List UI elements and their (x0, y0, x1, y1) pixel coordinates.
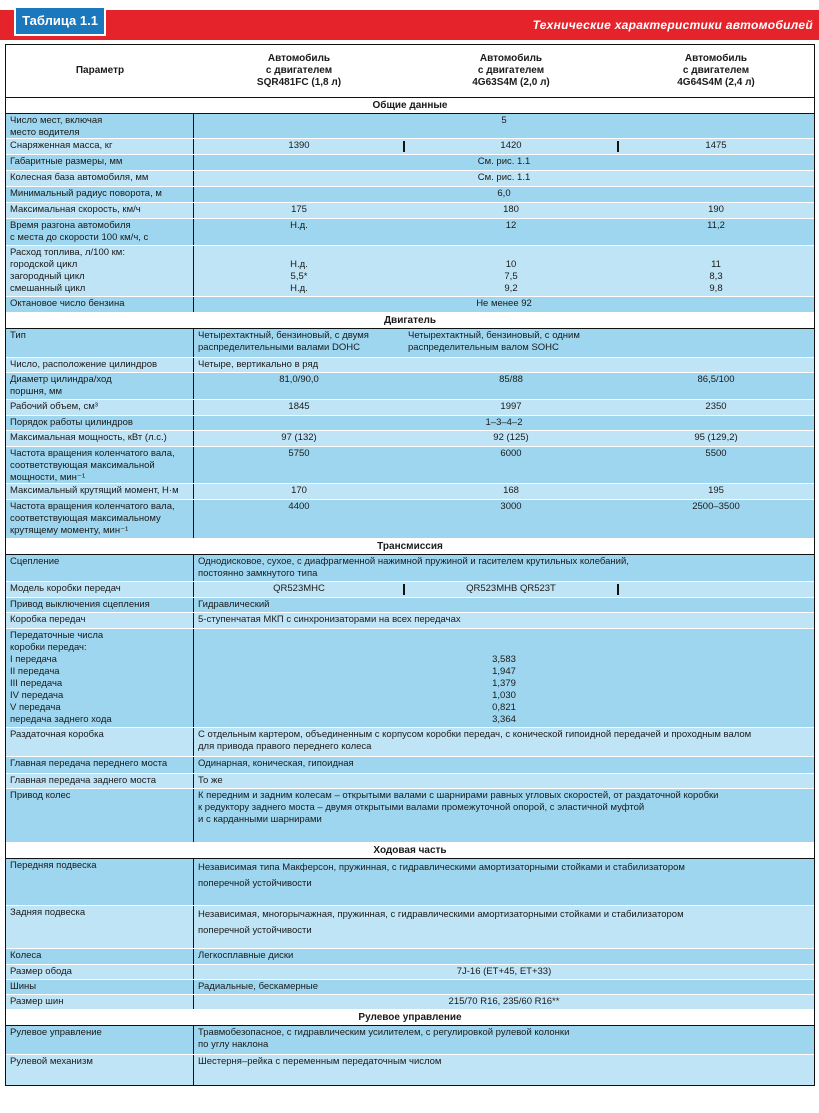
param-type: Тип (6, 329, 194, 357)
table-row (6, 447, 814, 484)
value-fuel-1: Н.д. 5,5* Н.д. (290, 259, 308, 294)
param-ratios: Передаточные числа коробки передач: I передача II передача III передача IV передача V передача передача заднего хода (6, 629, 194, 727)
param-octane: Октановое число бензина (6, 297, 194, 312)
value-mass-2: 1420 (500, 140, 522, 151)
value-bore-3: 86,5/100 (697, 374, 735, 385)
value-accel-3: 11,2 (707, 220, 725, 231)
param-drive: Привод колес (6, 789, 194, 842)
table-row (6, 416, 814, 431)
param-box: Коробка передач (6, 613, 194, 628)
value-transfer: С отдельным картером, объединенным с корпусом коробки передач, с конической гипоидной передачей и проходным валом для привода правого переднего колеса (198, 729, 752, 752)
table-row (6, 1055, 814, 1086)
value-trpm-3: 2500–3500 (692, 501, 740, 512)
header-col1: Автомобиль с двигателем SQR481FC (1,8 л) (256, 53, 342, 88)
value-power-1: 97 (132) (281, 432, 317, 443)
table-row (6, 484, 814, 500)
value-disp-2: 1997 (500, 401, 522, 412)
value-bore-1: 81,0/90,0 (279, 374, 319, 385)
table-row (6, 757, 814, 774)
value-rpm-1: 5750 (288, 448, 310, 459)
param-speed: Максимальная скорость, км/ч (6, 203, 194, 218)
value-dims: См. рис. 1.1 (477, 156, 531, 167)
param-rpm: Частота вращения коленчатого вала, соответствующая максимальной мощности, мин⁻¹ (6, 447, 194, 483)
table-row (6, 980, 814, 995)
value-accel-2: 12 (505, 220, 517, 231)
param-seats: Число мест, включая место водителя (6, 114, 194, 138)
param-tires: Шины (6, 980, 194, 994)
banner-title: Технические характеристики автомобилей (532, 18, 813, 32)
value-mass-1: 1390 (288, 140, 310, 151)
value-release: Гидравлический (198, 599, 270, 610)
value-bore-2: 85/88 (499, 374, 523, 385)
param-rsusp: Задняя подвеска (6, 906, 194, 948)
value-wheels: Легкосплавные диски (198, 950, 294, 961)
table-row (6, 373, 814, 400)
value-front: Одинарная, коническая, гипоидная (198, 758, 354, 769)
value-rpm-3: 5500 (705, 448, 727, 459)
table-row (6, 114, 814, 139)
table-row (6, 728, 814, 757)
value-disp-1: 1845 (288, 401, 310, 412)
value-rpm-2: 6000 (500, 448, 522, 459)
table-row (6, 297, 814, 313)
table-row (6, 246, 814, 297)
param-fuel: Расход топлива, л/100 км: городской цикл загородный цикл смешанный цикл (6, 246, 194, 296)
section-chassis: Ходовая часть (6, 843, 814, 859)
param-wheels: Колеса (6, 949, 194, 964)
param-mech: Рулевой механизм (6, 1055, 194, 1085)
table-row (6, 995, 814, 1010)
param-cyl: Число, расположение цилиндров (6, 358, 194, 372)
title-banner (0, 10, 819, 40)
table-row (6, 171, 814, 187)
header-col2: Автомобиль с двигателем 4G63S4M (2,0 л) (472, 53, 550, 88)
value-cyl: Четыре, вертикально в ряд (198, 359, 319, 370)
value-gbox-2: QR523MHB QR523T (466, 583, 556, 594)
value-disp-3: 2350 (705, 401, 727, 412)
value-torque-1: 170 (291, 485, 307, 496)
value-power-3: 95 (129,2) (694, 432, 738, 443)
value-seats: 5 (501, 115, 507, 126)
value-radius: 6,0 (497, 188, 511, 199)
value-drive: К передним и задним колесам – открытыми валами с шарнирами равных угловых скоростей, от раздаточной коробки к редуктору заднего моста – двумя открытыми валами промежуточной опорой, с эластичной муфтой и с карданными шарнирами (198, 790, 719, 825)
param-rear: Главная передача заднего моста (6, 774, 194, 788)
table-row (6, 774, 814, 789)
param-wheelbase: Колесная база автомобиля, мм (6, 171, 194, 186)
value-box: 5-ступенчатая МКП с синхронизаторами на всех передачах (198, 614, 461, 625)
param-transfer: Раздаточная коробка (6, 728, 194, 756)
table-row (6, 598, 814, 613)
value-torque-2: 168 (503, 485, 519, 496)
table-row (6, 582, 814, 598)
table-header (6, 45, 814, 98)
table-row (6, 219, 814, 246)
value-power-2: 92 (125) (493, 432, 529, 443)
param-radius: Минимальный радиус поворота, м (6, 187, 194, 202)
header-col3: Автомобиль с двигателем 4G64S4M (2,4 л) (677, 53, 755, 88)
value-speed-2: 180 (503, 204, 519, 215)
param-rim: Размер обода (6, 965, 194, 979)
value-steering: Травмобезопасное, с гидравлическим усилителем, с регулировкой рулевой колонки по углу наклона (198, 1027, 570, 1050)
value-octane: Не менее 92 (476, 298, 532, 309)
section-general: Общие данные (6, 98, 814, 114)
value-mass-3: 1475 (705, 140, 727, 151)
param-fsusp: Передняя подвеска (6, 859, 194, 905)
param-front: Главная передача переднего моста (6, 757, 194, 773)
param-steering: Рулевое управление (6, 1026, 194, 1054)
param-mass: Снаряженная масса, кг (6, 139, 194, 154)
param-bore: Диаметр цилиндра/ход поршня, мм (6, 373, 194, 399)
table-row (6, 613, 814, 629)
value-order: 1–3–4–2 (485, 417, 523, 428)
value-trpm-2: 3000 (500, 501, 522, 512)
value-fuel-2: 10 7,5 9,2 (504, 259, 518, 294)
value-speed-1: 175 (291, 204, 307, 215)
value-type-1: Четырехтактный, бензиновый, с двумя распределительными валами DOHC (198, 330, 369, 353)
spec-table (5, 44, 815, 1086)
table-row (6, 358, 814, 373)
table-row (6, 1026, 814, 1055)
table-row (6, 187, 814, 203)
param-gbox: Модель коробки передач (6, 582, 194, 597)
param-tsize: Размер шин (6, 995, 194, 1009)
table-row (6, 965, 814, 980)
section-transmission: Трансмиссия (6, 539, 814, 555)
value-rear: То же (198, 775, 223, 786)
column-separator (617, 584, 619, 595)
value-trpm-1: 4400 (288, 501, 310, 512)
table-row (6, 431, 814, 447)
table-row (6, 400, 814, 416)
param-release: Привод выключения сцепления (6, 598, 194, 612)
value-rsusp: Независимая, многорычажная, пружинная, с гидравлическими амортизаторными стойками и стабилизатором поперечной устойчивости (198, 909, 684, 936)
table-row (6, 329, 814, 358)
param-dims: Габаритные размеры, мм (6, 155, 194, 170)
table-row (6, 203, 814, 219)
table-row (6, 555, 814, 582)
table-badge: Таблица 1.1 (14, 6, 106, 36)
value-rim: 7J-16 (ET+45, ET+33) (456, 966, 552, 977)
table-row (6, 949, 814, 965)
param-torque: Максимальный крутящий момент, Н·м (6, 484, 194, 499)
value-speed-3: 190 (708, 204, 724, 215)
table-row (6, 155, 814, 171)
param-trpm: Частота вращения коленчатого вала, соответствующая максимальному крутящему моменту, мин⁻¹ (6, 500, 194, 538)
param-disp: Рабочий объем, см³ (6, 400, 194, 415)
table-row (6, 859, 814, 906)
param-accel: Время разгона автомобиля с места до скорости 100 км/ч, с (6, 219, 194, 245)
value-tires: Радиальные, бескамерные (198, 981, 319, 992)
header-param: Параметр (75, 65, 125, 76)
value-ratios: 3,583 1,947 1,379 1,030 0,821 3,364 (492, 654, 516, 725)
table-row (6, 629, 814, 728)
value-accel-1: Н.д. (290, 220, 308, 231)
param-clutch: Сцепление (6, 555, 194, 581)
value-tsize: 215/70 R16, 235/60 R16** (448, 996, 560, 1007)
value-fsusp: Независимая типа Макферсон, пружинная, с гидравлическими амортизаторными стойками и стабилизатором поперечной устойчивости (198, 862, 685, 889)
value-mech: Шестерня–рейка с переменным передаточным числом (198, 1056, 442, 1067)
value-torque-3: 195 (708, 485, 724, 496)
table-row (6, 789, 814, 843)
param-order: Порядок работы цилиндров (6, 416, 194, 430)
value-type-2: Четырехтактный, бензиновый, с одним распределительным валом SOHC (408, 330, 580, 353)
section-engine: Двигатель (6, 313, 814, 329)
table-row (6, 500, 814, 539)
table-row (6, 906, 814, 949)
value-clutch: Однодисковое, сухое, с диафрагменной нажимной пружиной и гасителем крутильных колебаний, постоянно замкнутого типа (198, 556, 629, 579)
value-gbox-1: QR523MHC (273, 583, 325, 594)
section-steering: Рулевое управление (6, 1010, 814, 1026)
param-power: Максимальная мощность, кВт (л.с.) (6, 431, 194, 446)
table-row (6, 139, 814, 155)
value-wheelbase: См. рис. 1.1 (477, 172, 531, 183)
value-fuel-3: 11 8,3 9,8 (709, 259, 723, 294)
